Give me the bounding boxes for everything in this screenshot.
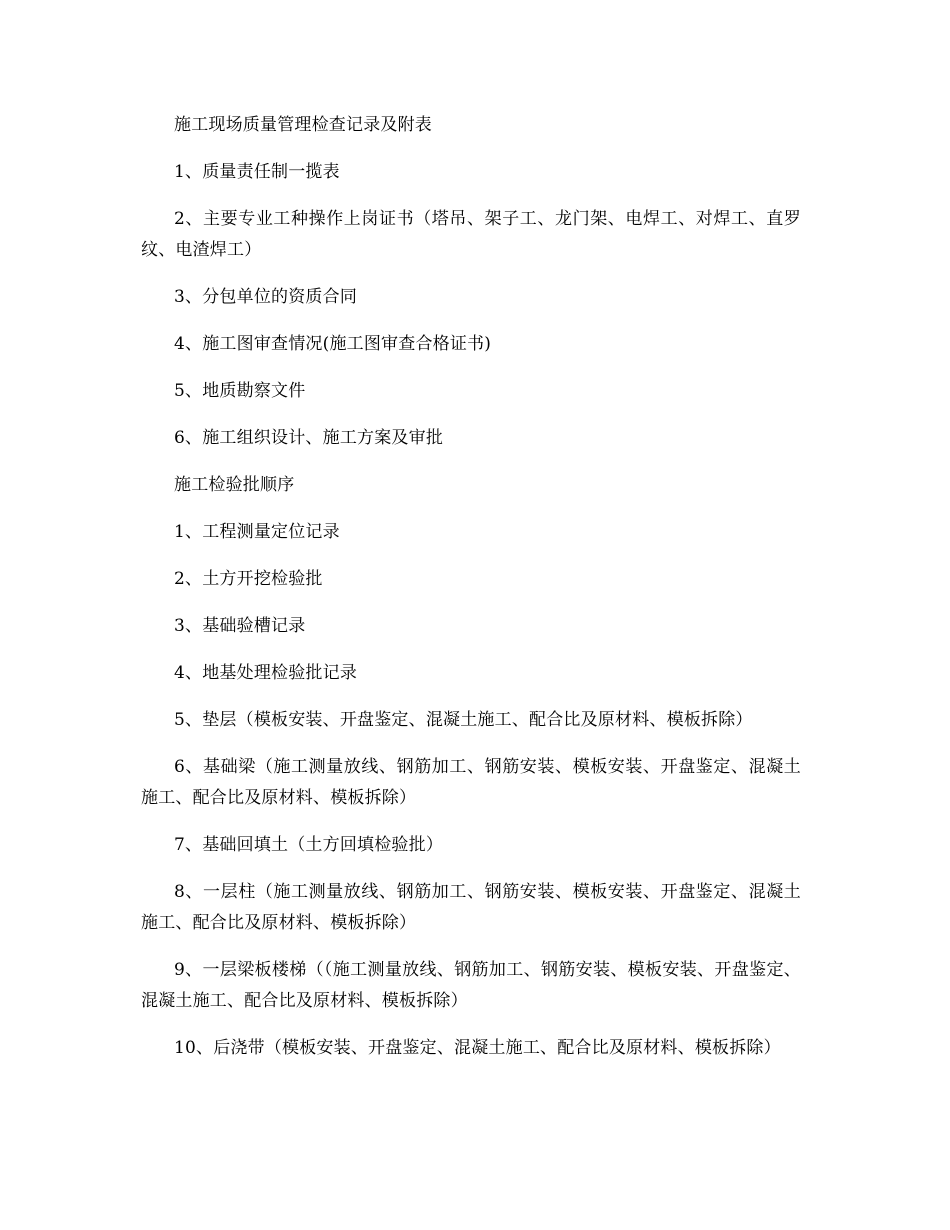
list-item: 2、土方开挖检验批: [174, 569, 323, 589]
list-item: 3、基础验槽记录: [174, 616, 306, 636]
list-item: 4、施工图审查情况(施工图审查合格证书): [174, 334, 492, 354]
list-item: 3、分包单位的资质合同: [174, 287, 358, 307]
list-item: 8、一层柱（施工测量放线、钢筋加工、钢筋安装、模板安装、开盘鉴定、混凝土施工、配合比及原材料、模板拆除）: [141, 882, 801, 933]
list-item: 4、地基处理检验批记录: [174, 663, 358, 683]
document-body: [141, 110, 801, 1080]
list-item: 5、垫层（模板安装、开盘鉴定、混凝土施工、配合比及原材料、模板拆除）: [174, 710, 753, 730]
list-item: 7、基础回填土（土方回填检验批）: [174, 835, 444, 855]
list-item: 5、地质勘察文件: [174, 381, 306, 401]
list-item: 1、质量责任制一揽表: [174, 162, 340, 182]
list-item: 2、主要专业工种操作上岗证书（塔吊、架子工、龙门架、电焊工、对焊工、直罗纹、电渣焊工）: [141, 209, 801, 260]
list-item: 6、施工组织设计、施工方案及审批: [174, 428, 444, 448]
list-item: 10、后浇带（模板安装、开盘鉴定、混凝土施工、配合比及原材料、模板拆除）: [174, 1038, 781, 1058]
list-item: 1、工程测量定位记录: [174, 522, 340, 542]
section-heading-inspection-order: 施工检验批顺序: [174, 475, 295, 495]
section-heading-quality-management: 施工现场质量管理检查记录及附表: [174, 115, 432, 135]
list-item: 6、基础梁（施工测量放线、钢筋加工、钢筋安装、模板安装、开盘鉴定、混凝土施工、配合比及原材料、模板拆除）: [141, 757, 801, 808]
list-item: 9、一层梁板楼梯（（施工测量放线、钢筋加工、钢筋安装、模板安装、开盘鉴定、混凝土施工、配合比及原材料、模板拆除）: [141, 960, 801, 1011]
